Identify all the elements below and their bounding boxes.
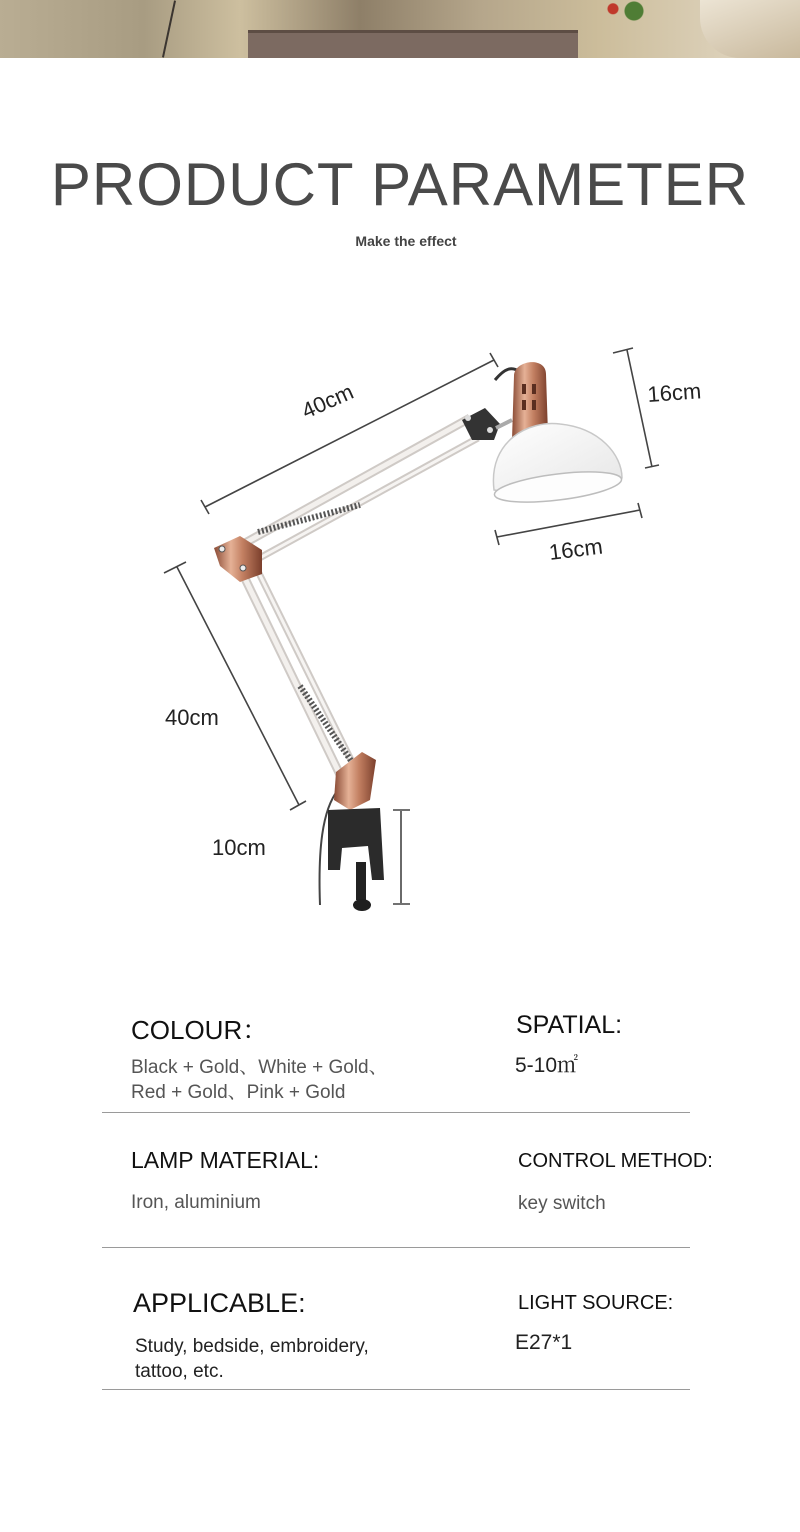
- spec-divider-1: [102, 1112, 690, 1113]
- photo-pillow: [700, 0, 800, 58]
- photo-plant: [595, 0, 655, 22]
- dim-lower-arm-label: 40cm: [165, 705, 219, 730]
- photo-wall-panel: [248, 30, 578, 58]
- spatial-value: 5-10㎡: [515, 1054, 579, 1077]
- photo-cord: [162, 0, 176, 57]
- dim-clamp-label: 10cm: [212, 835, 266, 860]
- colour-value-line-1: Black + Gold、White + Gold、: [131, 1057, 388, 1078]
- lamp-illustration: [214, 362, 623, 911]
- applicable-value-line-1: Study, bedside, embroidery,: [135, 1336, 369, 1357]
- control-method-value: key switch: [518, 1193, 606, 1214]
- dim-shade-height-label: 16cm: [646, 378, 703, 407]
- spec-divider-2: [102, 1247, 690, 1248]
- lamp-material-label: LAMP MATERIAL:: [131, 1147, 320, 1173]
- spec-divider-3: [102, 1389, 690, 1390]
- header-photo: [0, 0, 800, 58]
- page-title: PRODUCT PARAMETER: [50, 151, 750, 218]
- control-method-label: CONTROL METHOD:: [518, 1150, 713, 1172]
- page-subtitle: Make the effect: [355, 233, 457, 249]
- lamp-material-value: Iron, aluminium: [131, 1192, 261, 1213]
- lamp-dimension-diagram: [0, 330, 800, 930]
- colour-label: COLOUR：: [131, 1015, 269, 1045]
- applicable-value-line-2: tattoo, etc.: [135, 1361, 224, 1382]
- applicable-label: APPLICABLE:: [133, 1288, 306, 1318]
- light-source-label: LIGHT SOURCE:: [518, 1292, 674, 1314]
- light-source-value: E27*1: [515, 1331, 573, 1354]
- spatial-label: SPATIAL:: [516, 1011, 623, 1039]
- dim-upper-arm-label: 40cm: [297, 378, 358, 424]
- colour-value-line-2: Red + Gold、Pink + Gold: [131, 1082, 346, 1103]
- dim-shade-width-label: 16cm: [547, 533, 605, 565]
